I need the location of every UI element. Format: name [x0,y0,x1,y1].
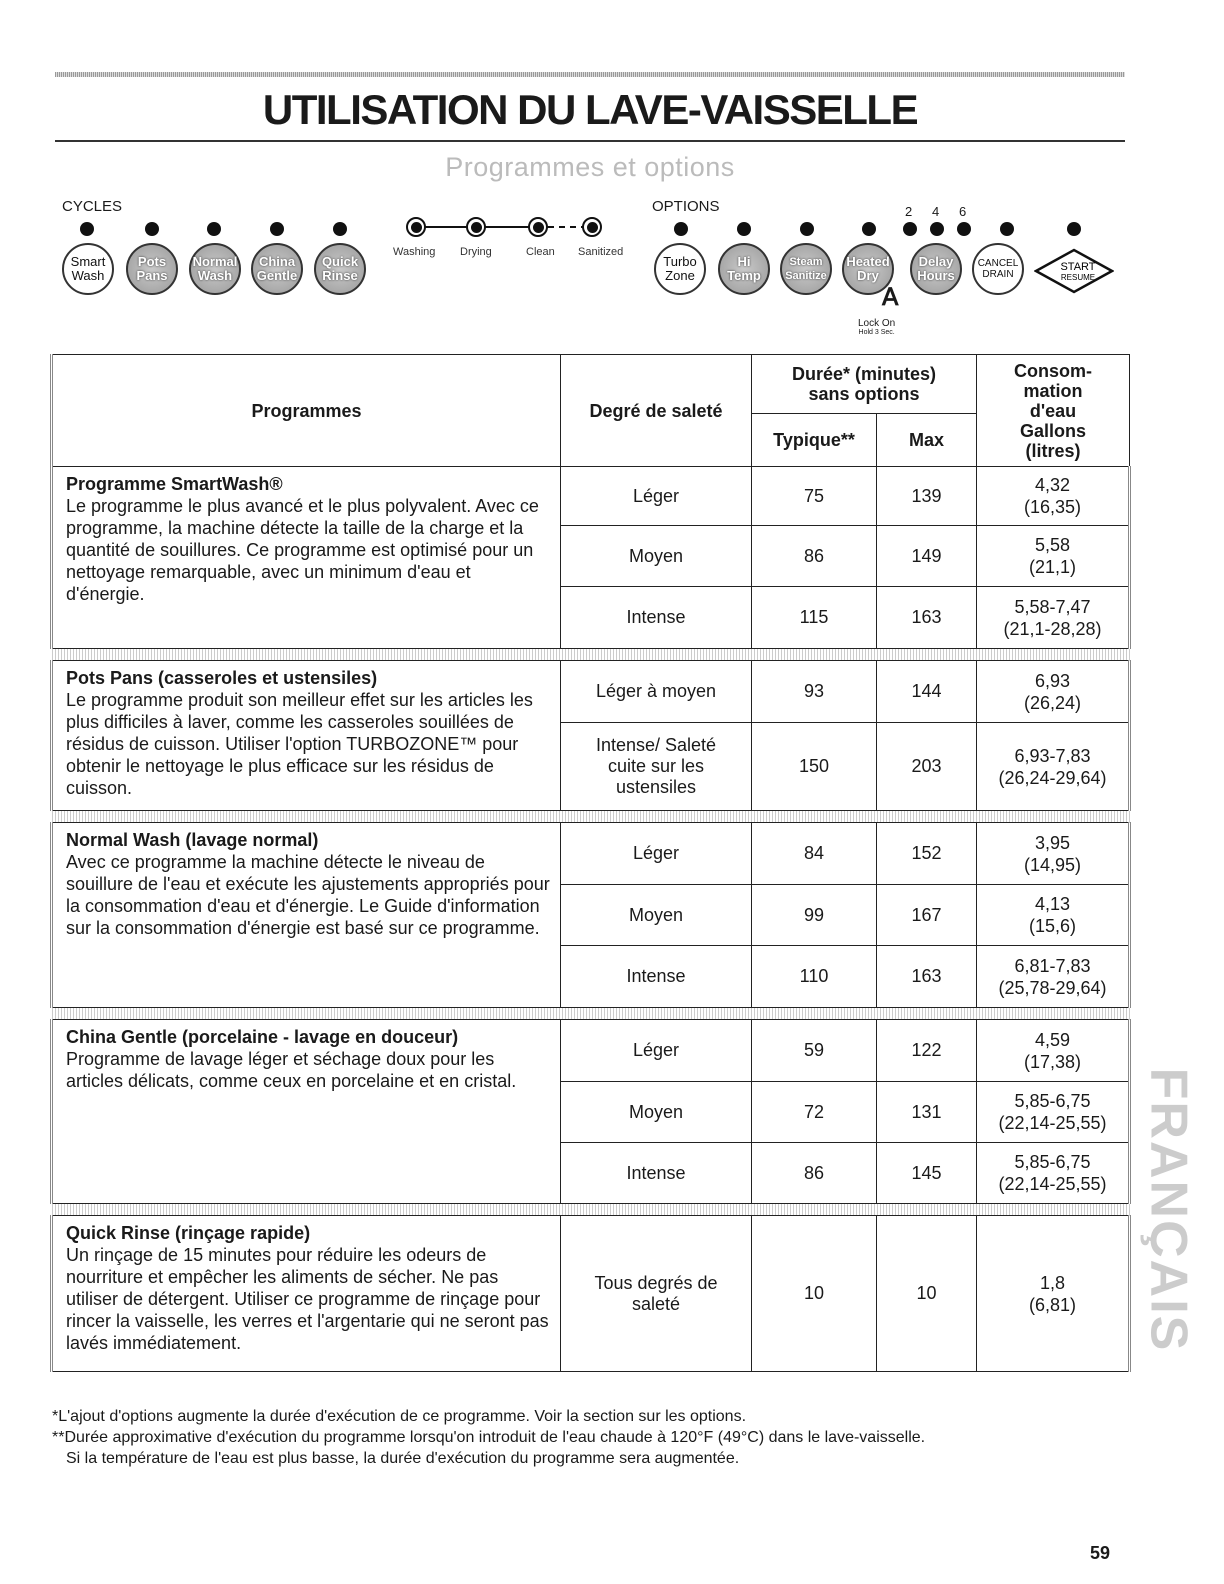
status-light-sanitized [582,217,602,237]
delay-hours-number: 2 [905,204,913,219]
lock-icon: 𝖠 [882,284,899,311]
indicator-light [1000,222,1014,236]
consommation-cell: 6,93 (26,24) [977,661,1130,723]
max-cell: 131 [877,1082,977,1143]
status-connector-dashed [548,226,584,228]
status-light-washing [406,217,426,237]
consommation-cell: 5,58 (21,1) [977,526,1130,587]
degre-cell: Moyen [561,885,752,946]
programme-cell: Quick Rinse (rinçage rapide) Un rinçage de 15 minutes pour réduire les odeurs de nourriture et empêcher les aliments de sécher. Ne pas utiliser de détergent. Utiliser ce programme de rinçage pour rincer la vaisselle, les verres et l'argentarie qui ne seront pas lavés immédiatement. [52,1216,561,1372]
table-row [52,1216,1130,1372]
cycle-button-quick-rinse[interactable]: Quick Rinse [314,243,366,295]
language-side-tab: FRANÇAIS [1139,1067,1198,1353]
indicator-light [930,222,944,236]
table-row [52,823,1130,885]
max-cell: 163 [877,946,977,1008]
status-label: Clean [526,246,555,258]
option-button-delay-hours[interactable]: Delay Hours [910,243,962,295]
status-label: Sanitized [578,246,624,258]
degre-cell: Léger [561,823,752,885]
header-typique: Typique** [752,414,877,467]
section-subtitle: Programmes et options [445,152,735,182]
header-duree: Durée* (minutes) sans options [752,355,977,414]
indicator-light [333,222,347,236]
max-cell: 10 [877,1216,977,1372]
table-row [52,1020,1130,1082]
start-resume-button[interactable] [1034,248,1114,294]
max-cell: 139 [877,467,977,526]
consommation-cell: 1,8 (6,81) [977,1216,1130,1372]
max-cell: 149 [877,526,977,587]
table-row [52,661,1130,723]
indicator-light [207,222,221,236]
indicator-light [862,222,876,236]
consommation-cell: 6,93-7,83 (26,24-29,64) [977,723,1130,811]
status-label: Washing [393,246,436,258]
typique-cell: 110 [752,946,877,1008]
options-label: OPTIONS [652,198,720,215]
indicator-light [270,222,284,236]
cycle-button-pots-pans[interactable]: Pots Pans [126,243,178,295]
degre-cell: Léger [561,1020,752,1082]
typique-cell: 150 [752,723,877,811]
programme-cell: Pots Pans (casseroles et ustensiles) Le programme produit son meilleur effet sur les articles les plus difficiles à laver, comme les casseroles souillées de résidus de cuisson. Utiliser l'option TURBOZONE™ pour obtenir le nettoyage le plus efficace sur les résidus de cuisson. [52,661,561,811]
programme-cell: China Gentle (porcelaine - lavage en douceur) Programme de lavage léger et séchage doux pour les articles délicats, comme ceux en porcelaine et en cristal. [52,1020,561,1204]
consommation-cell: 5,58-7,47 (21,1-28,28) [977,587,1130,649]
degre-cell: Intense [561,946,752,1008]
typique-cell: 86 [752,526,877,587]
typique-cell: 115 [752,587,877,649]
degre-cell: Moyen [561,526,752,587]
typique-cell: 59 [752,1020,877,1082]
max-cell: 144 [877,661,977,723]
consommation-cell: 4,13 (15,6) [977,885,1130,946]
delay-hours-number: 4 [932,204,940,219]
indicator-light [80,222,94,236]
typique-cell: 72 [752,1082,877,1143]
option-button-turbo-zone[interactable]: Turbo Zone [654,243,706,295]
indicator-light [957,222,971,236]
indicator-light [800,222,814,236]
consommation-cell: 6,81-7,83 (25,78-29,64) [977,946,1130,1008]
indicator-light [903,222,917,236]
consommation-cell: 5,85-6,75 (22,14-25,55) [977,1143,1130,1204]
max-cell: 122 [877,1020,977,1082]
indicator-light [145,222,159,236]
lock-label: Lock On Hold 3 Sec. [858,318,896,336]
consommation-cell: 4,32 (16,35) [977,467,1130,526]
cycle-button-normal-wash[interactable]: Normal Wash [189,243,241,295]
cycle-button-smart-wash[interactable]: Smart Wash [62,243,114,295]
top-rule [55,72,1125,77]
option-button-hi-temp[interactable]: Hi Temp [718,243,770,295]
footnote: *L'ajout d'options augmente la durée d'exécution de ce programme. Voir la section sur les options. [52,1408,747,1425]
option-button-steam-sanitize[interactable]: Steam Sanitize [780,243,832,295]
degre-cell: Moyen [561,1082,752,1143]
typique-cell: 75 [752,467,877,526]
cycle-button-china-gentle[interactable]: China Gentle [251,243,303,295]
typique-cell: 93 [752,661,877,723]
programme-cell: Normal Wash (lavage normal) Avec ce programme la machine détecte le niveau de souillure de l'eau et exécute les ajustements appropriés pour la consommation d'eau et d'énergie. Le Guide d'information sur la consommation d'énergie est basé sur ce programme. [52,823,561,1008]
indicator-light [1067,222,1081,236]
typique-cell: 84 [752,823,877,885]
max-cell: 163 [877,587,977,649]
start-label: START [1060,261,1096,273]
header-programmes: Programmes [52,355,561,467]
option-button-heated-dry[interactable]: Heated Dry [842,243,894,295]
resume-label: RESUME [1060,273,1096,282]
degre-cell: Intense/ Saleté cuite sur les ustensiles [561,723,752,811]
footnotes [52,1406,1152,1469]
consommation-cell: 3,95 (14,95) [977,823,1130,885]
page-number: 59 [1090,1543,1111,1563]
status-light-clean [528,217,548,237]
delay-hours-number: 6 [959,204,967,219]
page-title: UTILISATION DU LAVE-VAISSELLE [262,86,918,133]
typique-cell: 86 [752,1143,877,1204]
status-label: Drying [460,246,492,258]
title-rule [55,140,1125,142]
indicator-light [674,222,688,236]
header-max: Max [877,414,977,467]
degre-cell: Léger [561,467,752,526]
typique-cell: 10 [752,1216,877,1372]
max-cell: 152 [877,823,977,885]
max-cell: 203 [877,723,977,811]
header-degre: Degré de saleté [561,355,752,467]
typique-cell: 99 [752,885,877,946]
degre-cell: Léger à moyen [561,661,752,723]
indicator-light [737,222,751,236]
programme-cell: Programme SmartWash® Le programme le plus avancé et le plus polyvalent. Avec ce programme, la machine détecte la taille de la charge et la quantité de souillures. Ce programme est optimisé pour un nettoyage remarquable, avec un minimum d'eau et d'énergie. [52,467,561,649]
cycles-label: CYCLES [62,198,123,215]
header-consommation: Consom- mation d'eau Gallons (litres) [977,355,1130,467]
consommation-cell: 4,59 (17,38) [977,1020,1130,1082]
cancel-drain-button[interactable]: CANCEL DRAIN [972,243,1024,295]
degre-cell: Intense [561,1143,752,1204]
status-light-drying [466,217,486,237]
programme-table [50,354,1131,1372]
max-cell: 145 [877,1143,977,1204]
degre-cell: Tous degrés de saleté [561,1216,752,1372]
footnote: **Durée approximative d'exécution du programme lorsqu'on introduit de l'eau chaude à 120°F (49°C) dans le lave-vaisselle. [52,1429,926,1446]
footnote: Si la température de l'eau est plus basse, la durée d'exécution du programme sera augmentée. [66,1450,740,1467]
table-row [52,467,1130,526]
degre-cell: Intense [561,587,752,649]
consommation-cell: 5,85-6,75 (22,14-25,55) [977,1082,1130,1143]
max-cell: 167 [877,885,977,946]
